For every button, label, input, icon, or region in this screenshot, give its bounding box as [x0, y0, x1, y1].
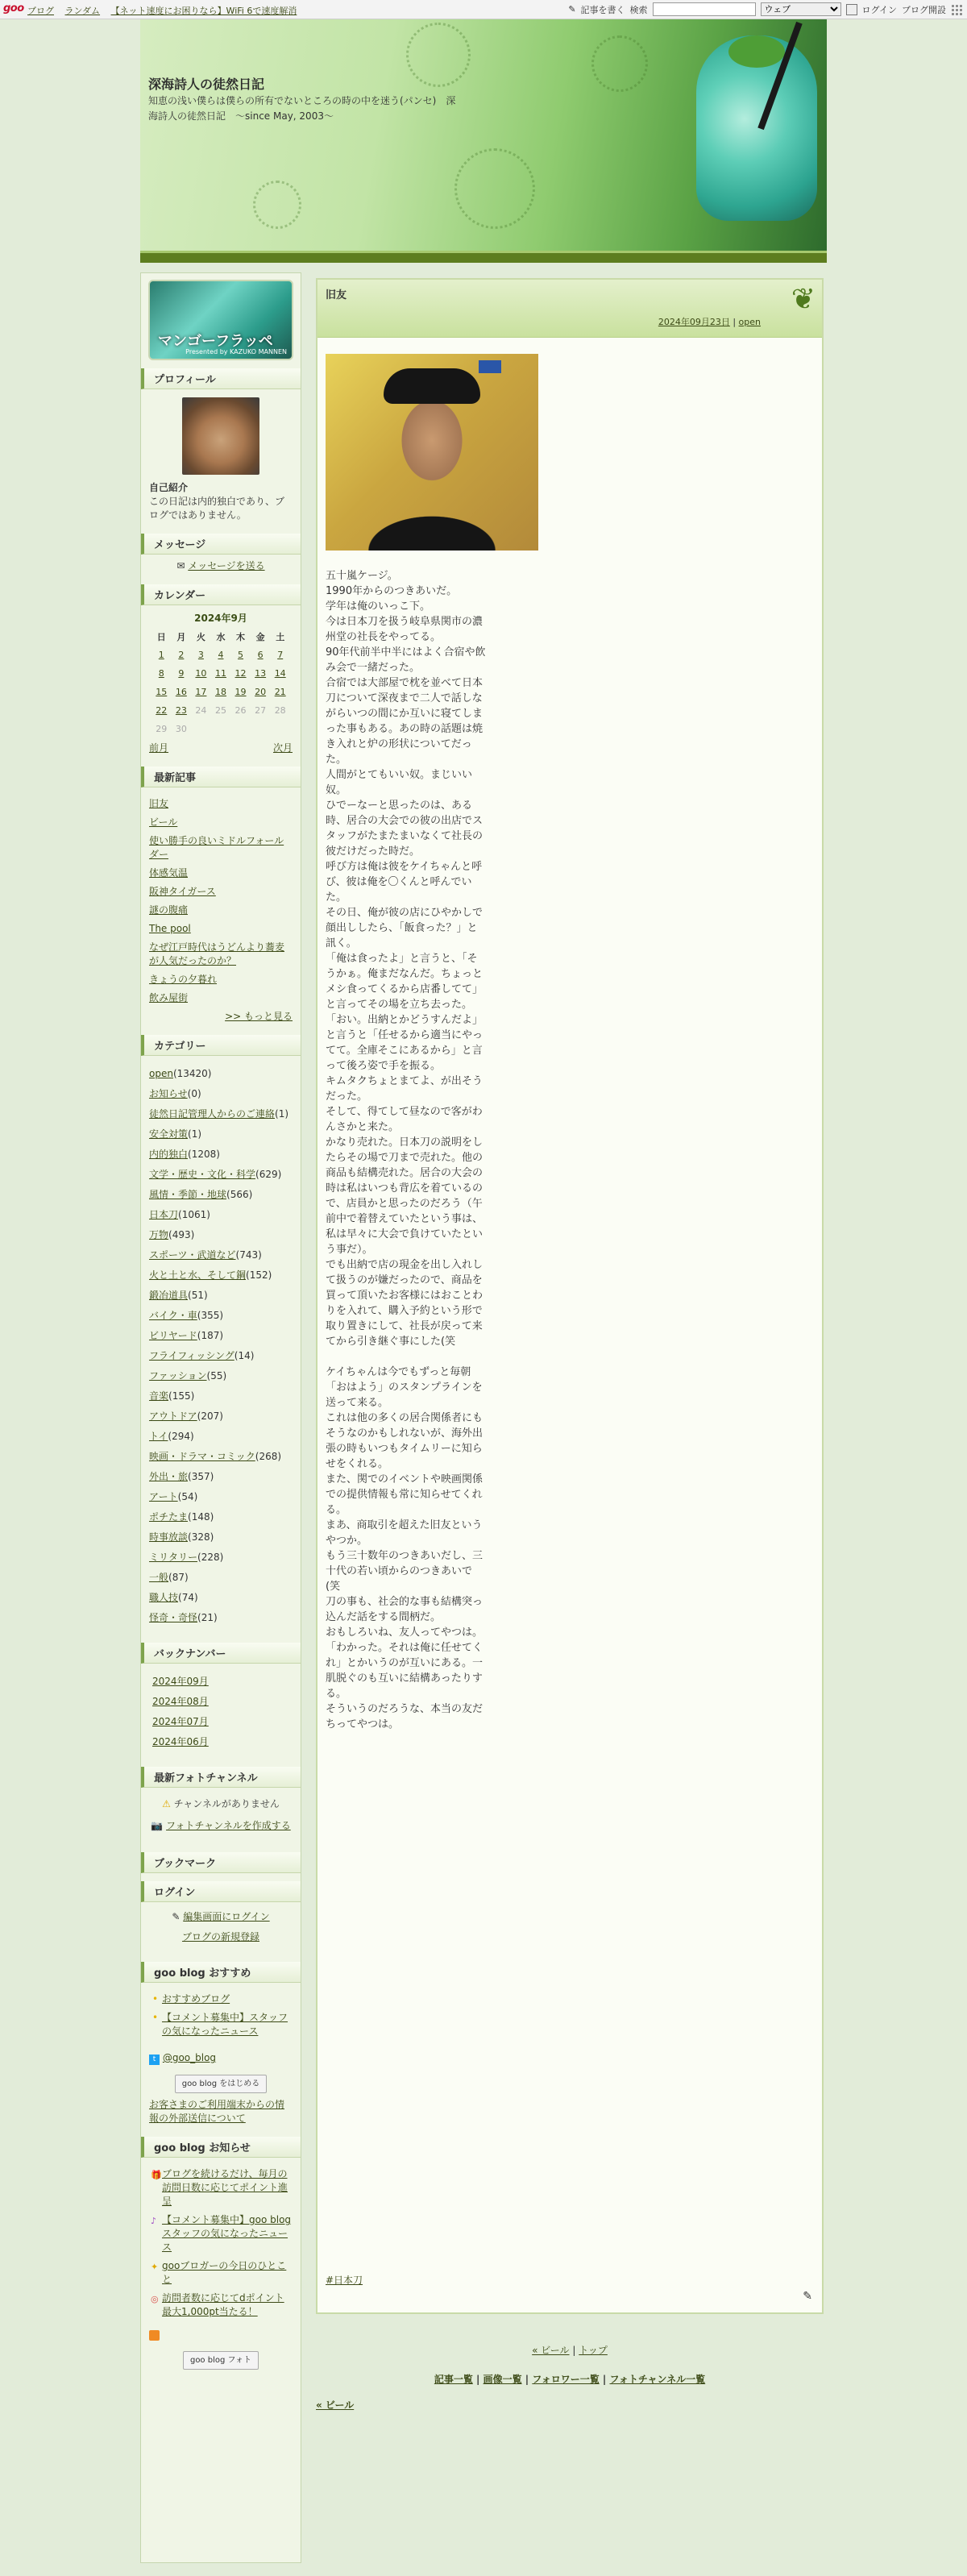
decor-swirl [591, 35, 648, 92]
backnumber-item[interactable]: 2024年08月 [152, 1696, 209, 1707]
category-link[interactable]: 怪奇・奇怪 [149, 1612, 198, 1623]
category-link[interactable]: 安全対策 [149, 1128, 189, 1140]
write-article-link[interactable]: 記事を書く [580, 4, 625, 15]
category-count: (13420) [172, 1068, 212, 1079]
calendar-day-link[interactable]: 3 [197, 650, 204, 660]
category-count: (74) [178, 1592, 198, 1603]
calendar-day-link[interactable]: 11 [214, 668, 226, 679]
backnumber-item[interactable]: 2024年07月 [152, 1716, 209, 1727]
news-block [141, 2137, 301, 2378]
category-count: (228) [197, 1552, 224, 1563]
category-link[interactable]: スポーツ・武道など [149, 1249, 236, 1261]
category-item [149, 1410, 293, 1423]
recent-item[interactable]: ビール [149, 816, 178, 828]
header-stripe [140, 253, 827, 263]
category-count: (357) [188, 1471, 214, 1482]
calendar-day [151, 646, 172, 664]
recommend-heading: goo blog おすすめ [141, 1962, 301, 1983]
recent-item[interactable]: 飲み屋街 [149, 992, 189, 1003]
category-link[interactable]: 職人技 [149, 1592, 179, 1603]
calendar-day: 29 [156, 724, 168, 734]
category-item [149, 1329, 293, 1343]
calendar-heading: カレンダー [141, 584, 301, 605]
category-link[interactable]: 文学・歴史・文化・科学 [149, 1169, 256, 1180]
calendar-day-link[interactable]: 14 [274, 668, 286, 679]
category-count: (207) [197, 1411, 223, 1422]
calendar-day: 28 [274, 705, 286, 716]
category-item [149, 1531, 293, 1544]
recent-item[interactable]: 謎の腹痛 [149, 904, 189, 916]
decor-swirl [454, 148, 535, 229]
calendar-day-link[interactable]: 1 [158, 650, 164, 660]
calendar-day [172, 646, 192, 664]
calendar-day-link[interactable]: 23 [175, 705, 187, 716]
photo-hair [384, 368, 480, 404]
decor-swirl [253, 181, 301, 229]
recent-block [141, 767, 301, 1027]
category-item [149, 1067, 293, 1081]
category-link[interactable]: 火と土と水、そして鋼 [149, 1269, 247, 1281]
calendar-day [251, 664, 271, 683]
backnumber-heading: バックナンバー [141, 1643, 301, 1664]
login-link[interactable]: ログイン [861, 4, 897, 15]
category-count: (493) [168, 1229, 195, 1240]
calendar-day-link[interactable]: 10 [195, 668, 207, 679]
calendar-day [251, 683, 271, 701]
search-button[interactable] [846, 4, 857, 15]
category-item [149, 1269, 293, 1282]
article-category-link[interactable]: open [738, 317, 761, 327]
search-input[interactable] [653, 2, 756, 16]
warning-icon: ⚠ [162, 1798, 171, 1809]
category-link[interactable]: open [149, 1068, 173, 1079]
calendar-day: 30 [175, 724, 187, 734]
photo-channel-block [141, 1767, 301, 1844]
bookmark-heading: ブックマーク [141, 1852, 301, 1873]
calendar-empty [230, 720, 251, 738]
category-link[interactable]: ミリタリー [149, 1552, 198, 1563]
category-count: (87) [168, 1572, 189, 1583]
category-count: (1061) [178, 1209, 210, 1220]
camera-icon: 📷 [151, 1820, 164, 1831]
category-link[interactable]: お知らせ [149, 1088, 188, 1099]
category-count: (355) [197, 1310, 224, 1321]
news-item[interactable]: 【コメント募集中】goo blogスタッフの気になったニュース [162, 2214, 292, 2253]
calendar-day-link[interactable]: 2 [178, 650, 185, 660]
category-link[interactable]: 一般 [149, 1572, 169, 1583]
calendar-weekday: 土 [276, 632, 285, 642]
envelope-icon: ✉ [176, 560, 185, 571]
category-count: (268) [255, 1451, 282, 1462]
calendar-empty [211, 720, 231, 738]
avatar [182, 397, 259, 475]
profile-block [141, 368, 301, 526]
calendar-day [151, 683, 172, 701]
category-item [149, 1591, 293, 1605]
top-links [27, 4, 305, 17]
calendar-day-link[interactable]: 9 [178, 668, 185, 679]
grid-menu-icon[interactable] [951, 4, 962, 15]
calendar-month: 2024年9月 [194, 613, 247, 624]
category-count: (629) [255, 1169, 282, 1180]
article-header [317, 280, 822, 338]
category-count: (55) [206, 1370, 227, 1381]
calendar-day [172, 701, 192, 720]
external-transmission-link[interactable]: お客さまのご利用端末からの情報の外部送信について [149, 2099, 285, 2124]
category-link[interactable]: ビリヤード [149, 1330, 197, 1341]
decor-swirl [406, 23, 471, 87]
category-item [149, 1148, 293, 1161]
calendar-day-link[interactable]: 12 [234, 668, 247, 679]
calendar-day [270, 646, 290, 664]
category-count: (54) [177, 1491, 198, 1502]
category-item [149, 1470, 293, 1484]
calendar-day [230, 683, 251, 701]
calendar-day-link[interactable]: 19 [234, 687, 247, 697]
follower-list-link[interactable]: フォロワー一覧 [532, 2374, 600, 2385]
create-photo-channel-link[interactable]: フォトチャンネルを作成する [166, 1820, 291, 1831]
calendar-day [172, 683, 192, 701]
category-link[interactable]: 万物 [149, 1229, 169, 1240]
category-count: (187) [197, 1330, 224, 1341]
category-item [149, 1571, 293, 1585]
calendar-day: 27 [255, 705, 267, 716]
meta-separator: | [733, 317, 737, 327]
bottom-prev [316, 2398, 354, 2412]
calendar-weekday: 木 [236, 632, 246, 642]
calendar-day-link[interactable]: 17 [195, 687, 207, 697]
recent-item[interactable]: 体感気温 [149, 867, 189, 879]
backnumber-item[interactable]: 2024年06月 [152, 1736, 209, 1747]
calendar-day [230, 646, 251, 664]
recommend-block [141, 1962, 301, 2129]
banner-title: マンゴーフラッペ [158, 333, 273, 350]
calendar-next-link[interactable]: 次月 [272, 742, 293, 754]
article-tag-link[interactable]: #日本刀 [326, 2275, 363, 2286]
article-meta [658, 315, 761, 328]
bookmark-block [141, 1852, 301, 1873]
login-block [141, 1881, 301, 1954]
message-block [141, 534, 301, 576]
category-item [149, 1208, 293, 1222]
category-item [149, 1450, 293, 1464]
calendar-day [191, 646, 211, 664]
goo-blog-photo-button[interactable]: goo blog フォト [183, 2351, 259, 2370]
news-heading: goo blog お知らせ [141, 2137, 301, 2158]
header-mint-image [728, 35, 785, 68]
calendar-day [151, 664, 172, 683]
category-item [149, 1128, 293, 1141]
calendar-weekday: 月 [176, 632, 186, 642]
banner-subtitle: Presented by KAZUKO MANNEN [185, 348, 287, 355]
sparkle-icon: ✦ [151, 2262, 159, 2272]
calendar-day-link[interactable]: 4 [218, 650, 224, 660]
category-link[interactable]: 時事放談 [149, 1531, 189, 1543]
category-link[interactable]: トイ [149, 1431, 168, 1442]
news-item[interactable]: 訪問者数に応じてdポイント最大1,000pt当たる！ [162, 2292, 284, 2317]
image-list-link[interactable]: 画像一覧 [483, 2374, 522, 2385]
calendar-weekday: 金 [255, 632, 265, 642]
article-pager: « ビール | トップ [532, 2345, 608, 2356]
category-link[interactable]: フライフィッシング [149, 1350, 234, 1361]
category-link[interactable]: 鍛冶道具 [149, 1290, 189, 1301]
calendar-day-link[interactable]: 5 [238, 650, 244, 660]
category-link[interactable]: 内的独白 [149, 1149, 189, 1160]
prev-article-link-bottom[interactable]: « ビール [316, 2399, 355, 2411]
calendar-day [191, 683, 211, 701]
recent-item[interactable]: 使い勝手の良いミドルフォールダー [149, 835, 284, 860]
category-item [149, 1430, 293, 1444]
pencil-icon: ✎ [172, 1911, 181, 1922]
calendar-day-link[interactable]: 20 [255, 687, 267, 697]
category-item [149, 1228, 293, 1242]
top-link-random[interactable]: ランダム [64, 6, 101, 16]
news-item[interactable]: gooブロガーの今日のひとこと [162, 2260, 287, 2285]
article-title[interactable]: 旧友 [326, 289, 347, 301]
pencil-icon: ✎ [568, 4, 576, 15]
photo-sign [479, 360, 501, 373]
rss-icon[interactable] [149, 2330, 160, 2341]
category-count: (21) [197, 1612, 218, 1623]
calendar-day [230, 664, 251, 683]
list-links: 記事一覧 | 画像一覧 | フォロワー一覧 | フォトチャンネル一覧 [434, 2374, 706, 2385]
category-item [149, 1107, 293, 1121]
calendar-empty [270, 720, 290, 738]
calendar-day [151, 701, 172, 720]
profile-heading: プロフィール [141, 368, 301, 389]
category-item [149, 1289, 293, 1303]
category-link[interactable]: 風情・季節・地球 [149, 1189, 227, 1200]
recent-item[interactable]: The pool [149, 923, 191, 934]
calendar-day-link[interactable]: 13 [255, 668, 267, 679]
category-link[interactable]: 映画・ドラマ・コミック [149, 1451, 255, 1462]
calendar-day [211, 683, 231, 701]
category-count: (1) [275, 1108, 289, 1120]
top-bar [0, 0, 967, 19]
category-link[interactable]: ポチたま [149, 1511, 189, 1523]
category-count: (294) [168, 1431, 194, 1442]
category-link[interactable]: アウトドア [149, 1411, 197, 1422]
recommend-item[interactable]: おすすめブログ [162, 1993, 230, 2005]
category-item [149, 1309, 293, 1323]
recommend-item[interactable]: 【コメント募集中】スタッフの気になったニュース [162, 2012, 288, 2037]
calendar-day [270, 664, 290, 683]
recent-item[interactable]: なぜ江戸時代はうどんより蕎麦が人気だったのか？ [149, 941, 285, 966]
calendar-weekday: 火 [196, 632, 205, 642]
backnumber-item[interactable]: 2024年09月 [152, 1676, 209, 1687]
message-heading: メッセージ [141, 534, 301, 555]
new-blog-link[interactable]: ブログの新規登録 [181, 1931, 259, 1942]
category-heading: カテゴリー [141, 1035, 301, 1056]
article-photo[interactable] [326, 354, 538, 551]
category-link[interactable]: 徒然日記管理人からのご連絡 [149, 1108, 276, 1120]
category-count: (328) [188, 1531, 214, 1543]
calendar-day: 26 [234, 705, 247, 716]
calendar-day [270, 683, 290, 701]
calendar-day-link[interactable]: 22 [156, 705, 168, 716]
prev-article-link[interactable]: « ビール [532, 2345, 570, 2356]
calendar-day: 24 [195, 705, 207, 716]
category-count: (51) [188, 1290, 208, 1301]
top-right-tools [568, 2, 962, 16]
calendar-day-link[interactable]: 8 [158, 668, 164, 679]
sidebar-banner [148, 280, 293, 360]
news-item[interactable]: ブログを続けるだけ、毎月の訪問日数に応じてポイント進呈 [162, 2168, 288, 2207]
category-item [149, 1249, 293, 1262]
calendar-day [211, 646, 231, 664]
category-count: (155) [168, 1390, 195, 1402]
category-item [149, 1369, 293, 1383]
recent-heading: 最新記事 [141, 767, 301, 787]
calendar-day-link[interactable]: 18 [214, 687, 226, 697]
category-count: (14) [234, 1350, 255, 1361]
category-count: (148) [188, 1511, 214, 1523]
calendar-table [151, 629, 290, 738]
calendar-prev-link[interactable]: 前月 [149, 742, 169, 754]
category-item [149, 1188, 293, 1202]
edit-login-link[interactable]: 編集画面にログイン [183, 1911, 270, 1922]
search-scope-select[interactable] [761, 2, 841, 16]
calendar-day-link[interactable]: 15 [156, 687, 168, 697]
category-item [149, 1611, 293, 1625]
backnumber-block [141, 1643, 301, 1759]
blog-title[interactable]: 深海詩人の徒然日記 [148, 77, 265, 92]
category-item [149, 1510, 293, 1524]
photo-channel-list-link[interactable]: フォトチャンネル一覧 [609, 2374, 706, 2385]
category-link[interactable]: 外出・旅 [149, 1471, 189, 1482]
gift-icon: 🎁 [151, 2170, 162, 2180]
category-item [149, 1551, 293, 1564]
target-icon: ◎ [151, 2294, 159, 2304]
calendar-day-link[interactable]: 6 [257, 650, 264, 660]
category-count: (1208) [188, 1149, 220, 1160]
category-item [149, 1390, 293, 1403]
recent-item[interactable]: 阪神タイガース [149, 886, 216, 897]
category-block [141, 1035, 301, 1635]
recent-item[interactable]: きょうの夕暮れ [149, 974, 218, 985]
category-count: (152) [246, 1269, 272, 1281]
blog-description: 知恵の浅い僕らは僕らの所有でないところの時の中を迷う(パンセ) 深海詩人の徒然日記 〜since May, 2003〜 [148, 95, 456, 122]
send-message-link[interactable]: メッセージを送る [188, 560, 265, 571]
category-link[interactable]: 音楽 [149, 1390, 169, 1402]
article [316, 278, 824, 2314]
calendar-weekday: 水 [216, 632, 226, 642]
profile-text: この日記は内的独白であり、ブログではありません。 [149, 496, 285, 521]
leaf-icon: ❦ [791, 283, 816, 316]
no-channel-text: チャンネルがありません [173, 1798, 280, 1809]
top-link[interactable]: トップ [579, 2345, 608, 2356]
calendar-day: 25 [214, 705, 226, 716]
calendar-day-link[interactable]: 7 [277, 650, 284, 660]
article-list-link[interactable]: 記事一覧 [434, 2374, 473, 2385]
recent-more-link[interactable]: >> もっと見る [225, 1011, 293, 1022]
calendar-day [251, 646, 271, 664]
search-label: 検索 [629, 4, 648, 15]
edit-pen-icon[interactable]: ✎ [803, 2290, 812, 2303]
sidebar [140, 272, 301, 2563]
calendar-day-link[interactable]: 21 [274, 687, 286, 697]
category-item [149, 1168, 293, 1182]
category-count: (566) [226, 1189, 253, 1200]
category-count: (1) [188, 1128, 202, 1140]
category-link[interactable]: ファッション [149, 1370, 207, 1381]
category-item [149, 1490, 293, 1504]
music-icon: ♪ [151, 2216, 157, 2226]
category-count: (0) [187, 1088, 201, 1099]
category-item [149, 1087, 293, 1101]
blog-header [140, 19, 827, 263]
top-link-ad[interactable]: 【ネット速度にお困りなら】WiFi 6で速度解消 [110, 6, 297, 16]
recent-item[interactable]: 旧友 [149, 798, 169, 809]
article-date-link[interactable]: 2024年09月23日 [658, 317, 730, 327]
category-link[interactable]: 日本刀 [149, 1209, 179, 1220]
login-heading: ログイン [141, 1881, 301, 1902]
twitter-link[interactable]: @goo_blog [162, 2052, 217, 2063]
calendar-empty [251, 720, 271, 738]
photo-channel-heading: 最新フォトチャンネル [141, 1767, 301, 1788]
start-goo-blog-button[interactable]: goo blog をはじめる [175, 2075, 268, 2093]
calendar-block [141, 584, 301, 758]
profile-label: 自己紹介 [149, 482, 189, 493]
calendar-empty [191, 720, 211, 738]
calendar-weekday: 日 [156, 632, 166, 642]
calendar-day-link[interactable]: 16 [175, 687, 187, 697]
twitter-icon: t [149, 2055, 160, 2065]
calendar-day [191, 664, 211, 683]
article-body: 五十嵐ケージ。 1990年からのつきあいだ。 学年は俺のいっこ下。 今は日本刀を扱う岐阜県関市の濃州堂の社長をやってる。 90年代前半中半にはよく合宿や飲み会で一緒だった。 合宿では大部屋で枕を並べて日本刀について深夜まで二人で話しながらいつの間にか互いに寝てしまった事もある。あの時の話題は焼き入れと炉の形状についてだった。 人間がとてもいい奴。まじいい奴。 ひでーなーと思ったのは、ある時、居合の大会での彼の出店でスタッフがたまたまいなくて社長の彼だけだった時だ。 呼び方は俺は彼をケイちゃんと呼び、彼は俺を〇くんと呼んでいた。 その日、俺が彼の店にひやかしで顔出ししたら、「飯食った？」と訊く。 「俺は食ったよ」と言うと、「そうかぁ。俺まだなんだ。ちょっとメシ食ってくるから店番してて」と言ってその場を立ち去った。 「おい。出納とかどうすんだよ」と言うと「任せるから適当にやってて。全庫そこにあるから」と言って後ろ姿で手を振る。 キムタクちょとまてよ、が出そうだった。 そして、得てして昼なので客がわんさかと来た。 かなり売れた。日本刀の説明をしたらその場で刀まで売れた。他の商品も結構売れた。居合の大会の時は私はいつも背広を着ているので、店員かと思ったのだろう（午前中で着替えていたという事は、私は早々に大会で負けていたという事だ）。 でも出納で店の現金を出し入れして扱うのが嫌だったので、商品を買って頂いたお客様にはおことわりを入れて、購入予約という形で取り置きにして、社長が戻って来てから引き継ぐ事にした(笑 ケイちゃんは今でもずっと毎朝「おはよう」のスタンプラインを送って来る。 これは他の多くの居合関係者にもそうなのかもしれないが、海外出張の時もいつもタイムリーに知らせをくれる。 また、関でのイベントや映画関係での提供情報も常に知らせてくれる。 まあ、商取引を超えた旧友というやつか。 もう三十数年のつきあいだし、三十代の若い頃からのつきあいで(笑 刀の事も、社会的な事も結構突っ込んだ話をする間柄だ。 おもしろいね、友人ってやつは。 「わかった。それは俺に任せてくれ」とかいうのが互いにある。一肌脱ぐのも互いに結構あったりする。 そういうのだろうな、本当の友だちってやつは。 [326, 570, 486, 1730]
open-blog-link[interactable]: ブログ開設 [902, 4, 946, 15]
category-count: (743) [235, 1249, 262, 1261]
calendar-day [211, 664, 231, 683]
calendar-day [172, 664, 192, 683]
category-link[interactable]: バイク・車 [149, 1310, 197, 1321]
category-link[interactable]: アート [149, 1491, 178, 1502]
top-link-blog[interactable]: ブログ [27, 6, 54, 16]
goo-logo[interactable]: goo [3, 2, 24, 15]
category-item [149, 1349, 293, 1363]
